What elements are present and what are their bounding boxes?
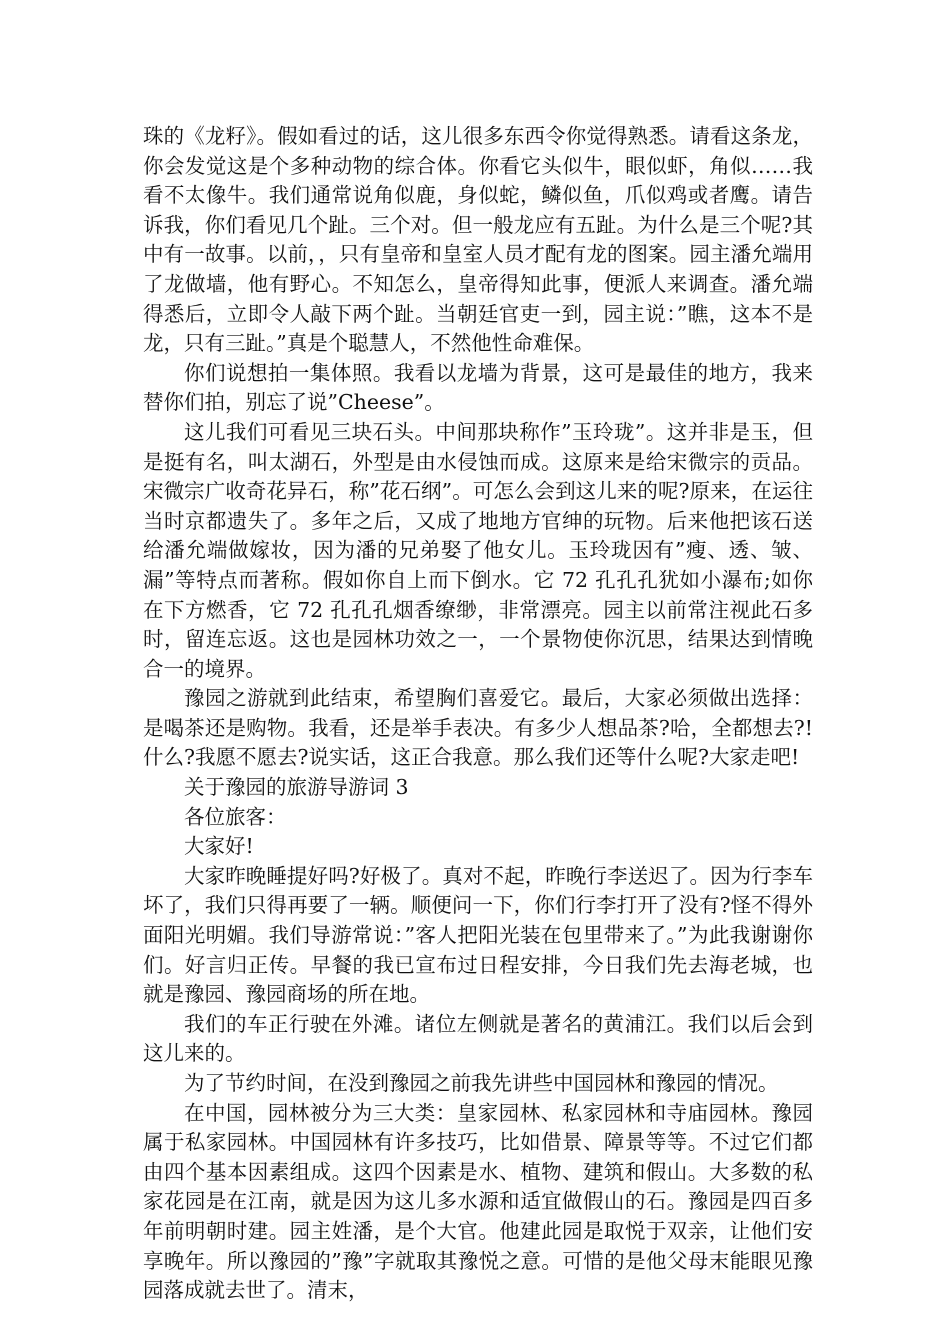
section-heading: 关于豫园的旅游导游词 3 xyxy=(184,775,409,800)
paragraph-tour-end: 豫园之游就到此结束，希望胸们喜爱它。最后，大家必须做出选择：是喝茶还是购物。我看，还是举手表决。有多少人想品茶?哈，全都想去?!什么?我愿不愿去?说实话，这正合我意。那么我们还等什么呢?大家走吧! xyxy=(143,686,813,770)
paragraph-intro: 为了节约时间，在没到豫园之前我先讲些中国园林和豫园的情况。 xyxy=(184,1071,779,1095)
paragraph-dragon-wall: 珠的《龙籽》。假如看过的话，这儿很多东西令你觉得熟悉。请看这条龙，你会发觉这是个多种动物的综合体。你看它头似牛，眼似虾，角似……我看不太像牛。我们通常说角似鹿，身似蛇，鳞似鱼，爪似鸡或者鹰。请告诉我，你们看见几个趾。三个对。但一般龙应有五趾。为什么是三个呢?其中有一故事。以前，，只有皇帝和皇室人员才配有龙的图案。园主潘允端用了龙做墙，他有野心。不知怎么，皇帝得知此事，便派人来调查。潘允端得悉后，立即令人敲下两个趾。当朝廷官吏一到，园主说：”瞧，这本不是龙，只有三趾。”真是个聪慧人，不然他性命难保。 xyxy=(143,124,813,356)
paragraph-jade-rock: 这儿我们可看见三块石头。中间那块称作”玉玲珑”。这并非是玉，但是挺有名，叫太湖石，外型是由水侵蚀而成。这原来是给宋微宗的贡品。宋微宗广收奇花异石，称”花石纲”。可怎么会到这儿来的呢?原来，在运往当时京都遗失了。多年之后，又成了地地方官绅的玩物。后来他把该石送给潘允端做嫁妆，因为潘的兄弟娶了他女儿。玉玲珑因有”瘦、透、皱、漏”等特点而著称。假如你自上而下倒水。它 72 孔孔孔犹如小瀑布;如你在下方燃香，它 72 孔孔孔烟香缭缈，非常漂亮。园主以前常注视此石多时，留连忘返。这也是园林功效之一，一个景物使你沉思，结果达到情晚合一的境界。 xyxy=(143,419,813,681)
paragraph-gardens: 在中国，园林被分为三大类：皇家园林、私家园林和寺庙园林。豫园属于私家园林。中国园林有许多技巧，比如借景、障景等等。不过它们都由四个基本因素组成。这四个因素是水、植物、建筑和假山。大多数的私家花园是在江南，就是因为这儿多水源和适宜做假山的石。豫园是四百多年前明朝时建。园主姓潘，是个大官。他建此园是取悦于双亲，让他们安享晚年。所以豫园的”豫”字就取其豫悦之意。可惜的是他父母末能眼见豫园落成就去世了。清末， xyxy=(143,1100,813,1303)
paragraph-group-photo: 你们说想拍一集体照。我看以龙墙为背景，这可是最佳的地方，我来替你们拍，别忘了说”Cheese”。 xyxy=(143,360,813,415)
paragraph-morning: 大家昨晚睡提好吗?好极了。真对不起，昨晚行李送迟了。因为行李车坏了，我们只得再要了一辆。顺便问一下，你们行李打开了没有?怪不得外面阳光明媚。我们导游常说：”客人把阳光装在包里带来了。”为此我谢谢你们。好言归正传。早餐的我已宣布过日程安排，今日我们先去海老城，也就是豫园、豫园商场的所在地。 xyxy=(143,863,813,1007)
greeting-salutation: 各位旅客： xyxy=(184,804,287,829)
greeting-hello: 大家好! xyxy=(184,834,254,859)
document-body xyxy=(143,122,813,1306)
paragraph-bund: 我们的车正行驶在外滩。诸位左侧就是著名的黄浦江。我们以后会到这儿来的。 xyxy=(143,1011,813,1066)
